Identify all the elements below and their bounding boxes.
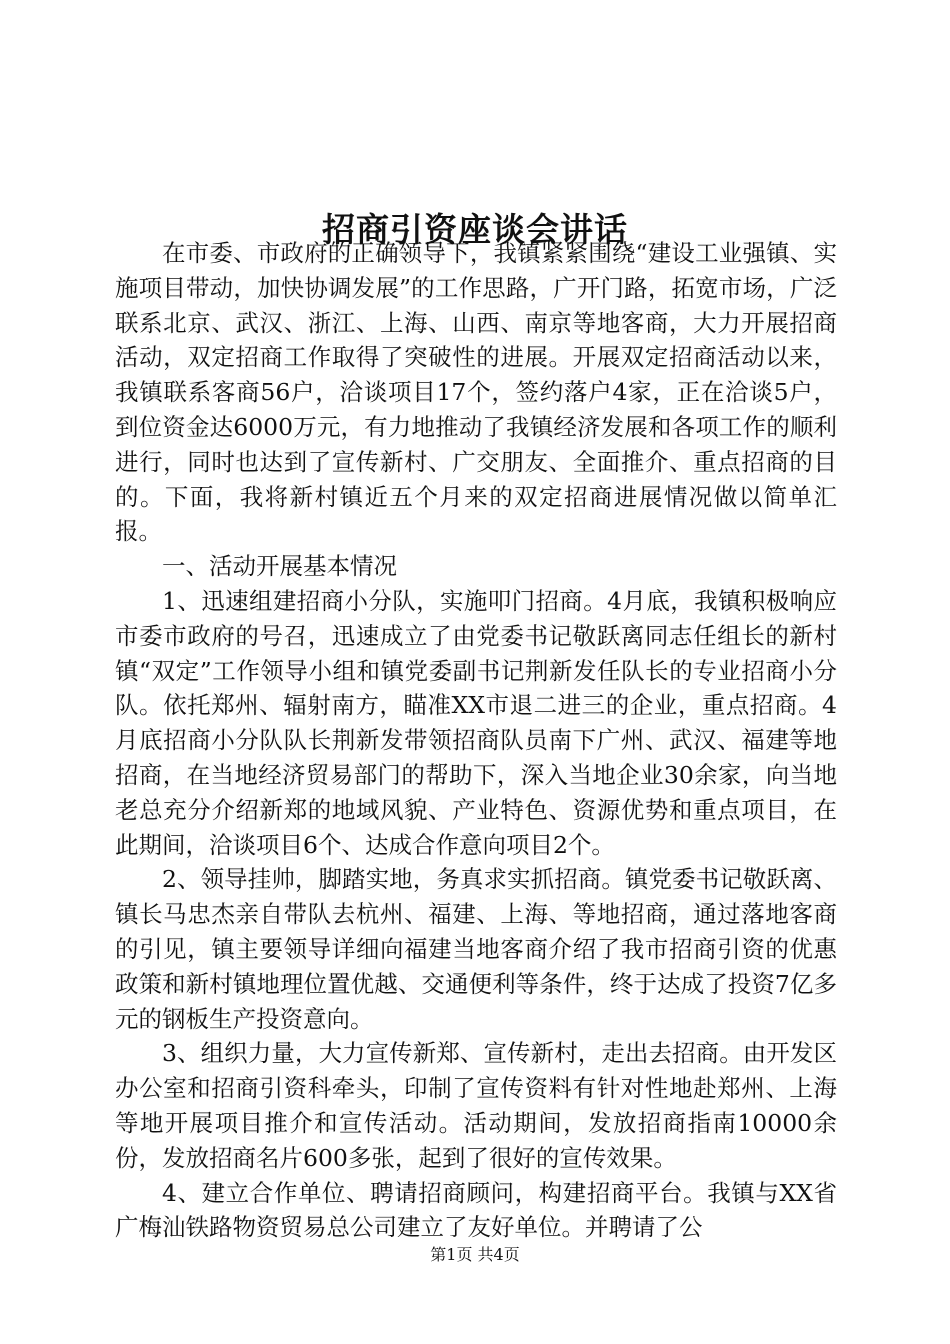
section-heading: 一、活动开展基本情况 — [162, 552, 397, 581]
page-footer: 第1页 共4页 — [430, 1245, 520, 1264]
document-body — [115, 236, 837, 1245]
paragraph-item-1: 1、迅速组建招商小分队，实施叩门招商。4月底，我镇积极响应市委市政府的号召，迅速成立了由党委书记敬跃离同志任组长的新村镇“双定”工作领导小组和镇党委副书记荆新发任队长的专业招商小分队。依托郑州、辐射南方，瞄准XX市退二进三的企业，重点招商。4月底招商小分队队长荆新发带领招商队员南下广州、武汉、福建等地招商，在当地经济贸易部门的帮助下，深入当地企业30余家，向当地老总充分介绍新郑的地域风貌、产业特色、资源优势和重点项目，在此期间，洽谈项目6个、达成合作意向项目2个。 — [115, 586, 837, 859]
paragraph-item-2: 2、领导挂帅，脚踏实地，务真求实抓招商。镇党委书记敬跃离、镇长马忠杰亲自带队去杭州、福建、上海、等地招商，通过落地客商的引见，镇主要领导详细向福建当地客商介绍了我市招商引资的优惠政策和新村镇地理位置优越、交通便利等条件，终于达成了投资7亿多元的钢板生产投资意向。 — [115, 865, 837, 1033]
document-title: 招商引资座谈会讲话 — [322, 210, 628, 250]
paragraph-item-3: 3、组织力量，大力宣传新郑、宣传新村，走出去招商。由开发区办公室和招商引资科牵头，印制了宣传资料有针对性地赴郑州、上海等地开展项目推介和宣传活动。活动期间，发放招商指南10000余份，发放招商名片600多张，起到了很好的宣传效果。 — [115, 1039, 837, 1172]
paragraph-intro: 在市委、市政府的正确领导下，我镇紧紧围绕“建设工业强镇、实施项目带动，加快协调发展”的工作思路，广开门路，拓宽市场，广泛联系北京、武汉、浙江、上海、山西、南京等地客商，大力开展招商活动，双定招商工作取得了突破性的进展。开展双定招商活动以来，我镇联系客商56户，洽谈项目17个，签约落户4家，正在洽谈5户，到位资金达6000万元，有力地推动了我镇经济发展和各项工作的顺利进行，同时也达到了宣传新村、广交朋友、全面推介、重点招商的目的。下面，我将新村镇近五个月来的双定招商进展情况做以简单汇报。 — [115, 239, 837, 546]
paragraph-item-4: 4、建立合作单位、聘请招商顾问，构建招商平台。我镇与XX省广梅汕铁路物资贸易总公司建立了友好单位。并聘请了公 — [115, 1178, 837, 1242]
